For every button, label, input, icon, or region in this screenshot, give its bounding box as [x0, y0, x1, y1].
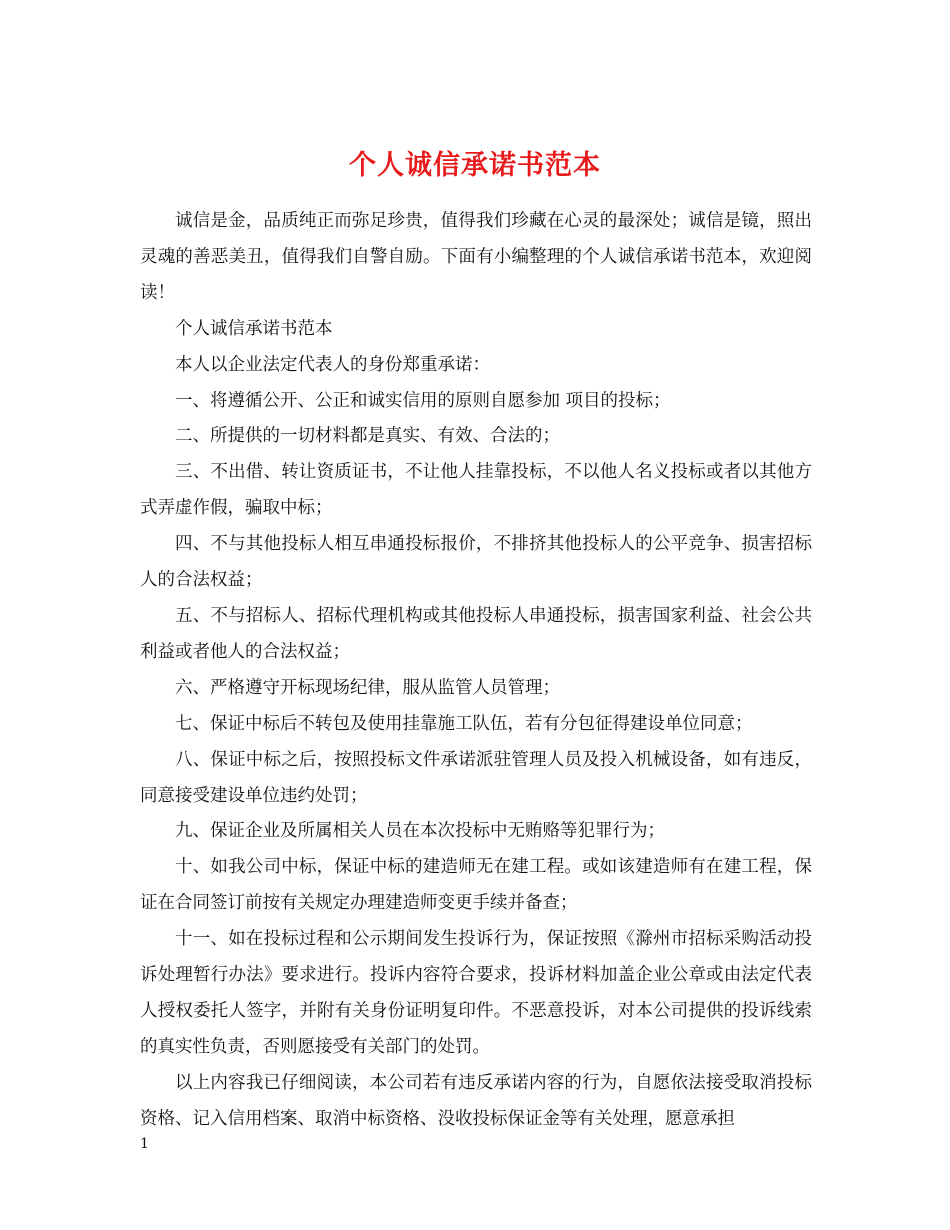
paragraph-item-4: 四、不与其他投标人相互串通投标报价，不排挤其他投标人的公平竞争、损害招标人的合法权益； — [140, 534, 812, 591]
paragraph-declaration: 本人以企业法定代表人的身份郑重承诺： — [175, 354, 490, 375]
paragraph-intro: 诚信是金，品质纯正而弥足珍贵，值得我们珍藏在心灵的最深处；诚信是镜，照出灵魂的善恶美丑，值得我们自警自励。下面有小编整理的个人诚信承诺书范本，欢迎阅读！ — [140, 211, 812, 303]
document-body — [140, 204, 812, 1138]
paragraph-subtitle: 个人诚信承诺书范本 — [175, 318, 333, 339]
paragraph-item-8: 八、保证中标之后，按照投标文件承诺派驻管理人员及投入机械设备，如有违反，同意接受建设单位违约处罚； — [140, 749, 812, 806]
paragraph-item-9: 九、保证企业及所属相关人员在本次投标中无贿赂等犯罪行为； — [175, 821, 665, 842]
document-title: 个人诚信承诺书范本 — [349, 150, 601, 182]
paragraph-item-7: 七、保证中标后不转包及使用挂靠施工队伍，若有分包征得建设单位同意； — [175, 713, 753, 734]
paragraph-item-5: 五、不与招标人、招标代理机构或其他投标人串通投标，损害国家利益、社会公共利益或者他人的合法权益； — [140, 605, 812, 662]
paragraph-item-2: 二、所提供的一切材料都是真实、有效、合法的； — [175, 426, 560, 447]
paragraph-closing: 以上内容我已仔细阅读，本公司若有违反承诺内容的行为，自愿依法接受取消投标资格、记入信用档案、取消中标资格、没收投标保证金等有关处理，愿意承担 — [140, 1072, 812, 1129]
page-number: 1 — [140, 1136, 149, 1152]
paragraph-item-1: 一、将遵循公开、公正和诚实信用的原则自愿参加 项目的投标； — [175, 390, 671, 411]
paragraph-item-10: 十、如我公司中标，保证中标的建造师无在建工程。或如该建造师有在建工程，保证在合同签订前按有关规定办理建造师变更手续并备查； — [140, 857, 812, 914]
paragraph-item-11: 十一、如在投标过程和公示期间发生投诉行为，保证按照《滁州市招标采购活动投诉处理暂行办法》要求进行。投诉内容符合要求，投诉材料加盖企业公章或由法定代表人授权委托人签字，并附有关身份证明复印件。不恶意投诉，对本公司提供的投诉线索的真实性负责，否则愿接受有关部门的处罚。 — [140, 929, 812, 1057]
paragraph-item-3: 三、不出借、转让资质证书，不让他人挂靠投标，不以他人名义投标或者以其他方式弄虚作假，骗取中标； — [140, 462, 812, 519]
paragraph-item-6: 六、严格遵守开标现场纪律，服从监管人员管理； — [175, 677, 560, 698]
